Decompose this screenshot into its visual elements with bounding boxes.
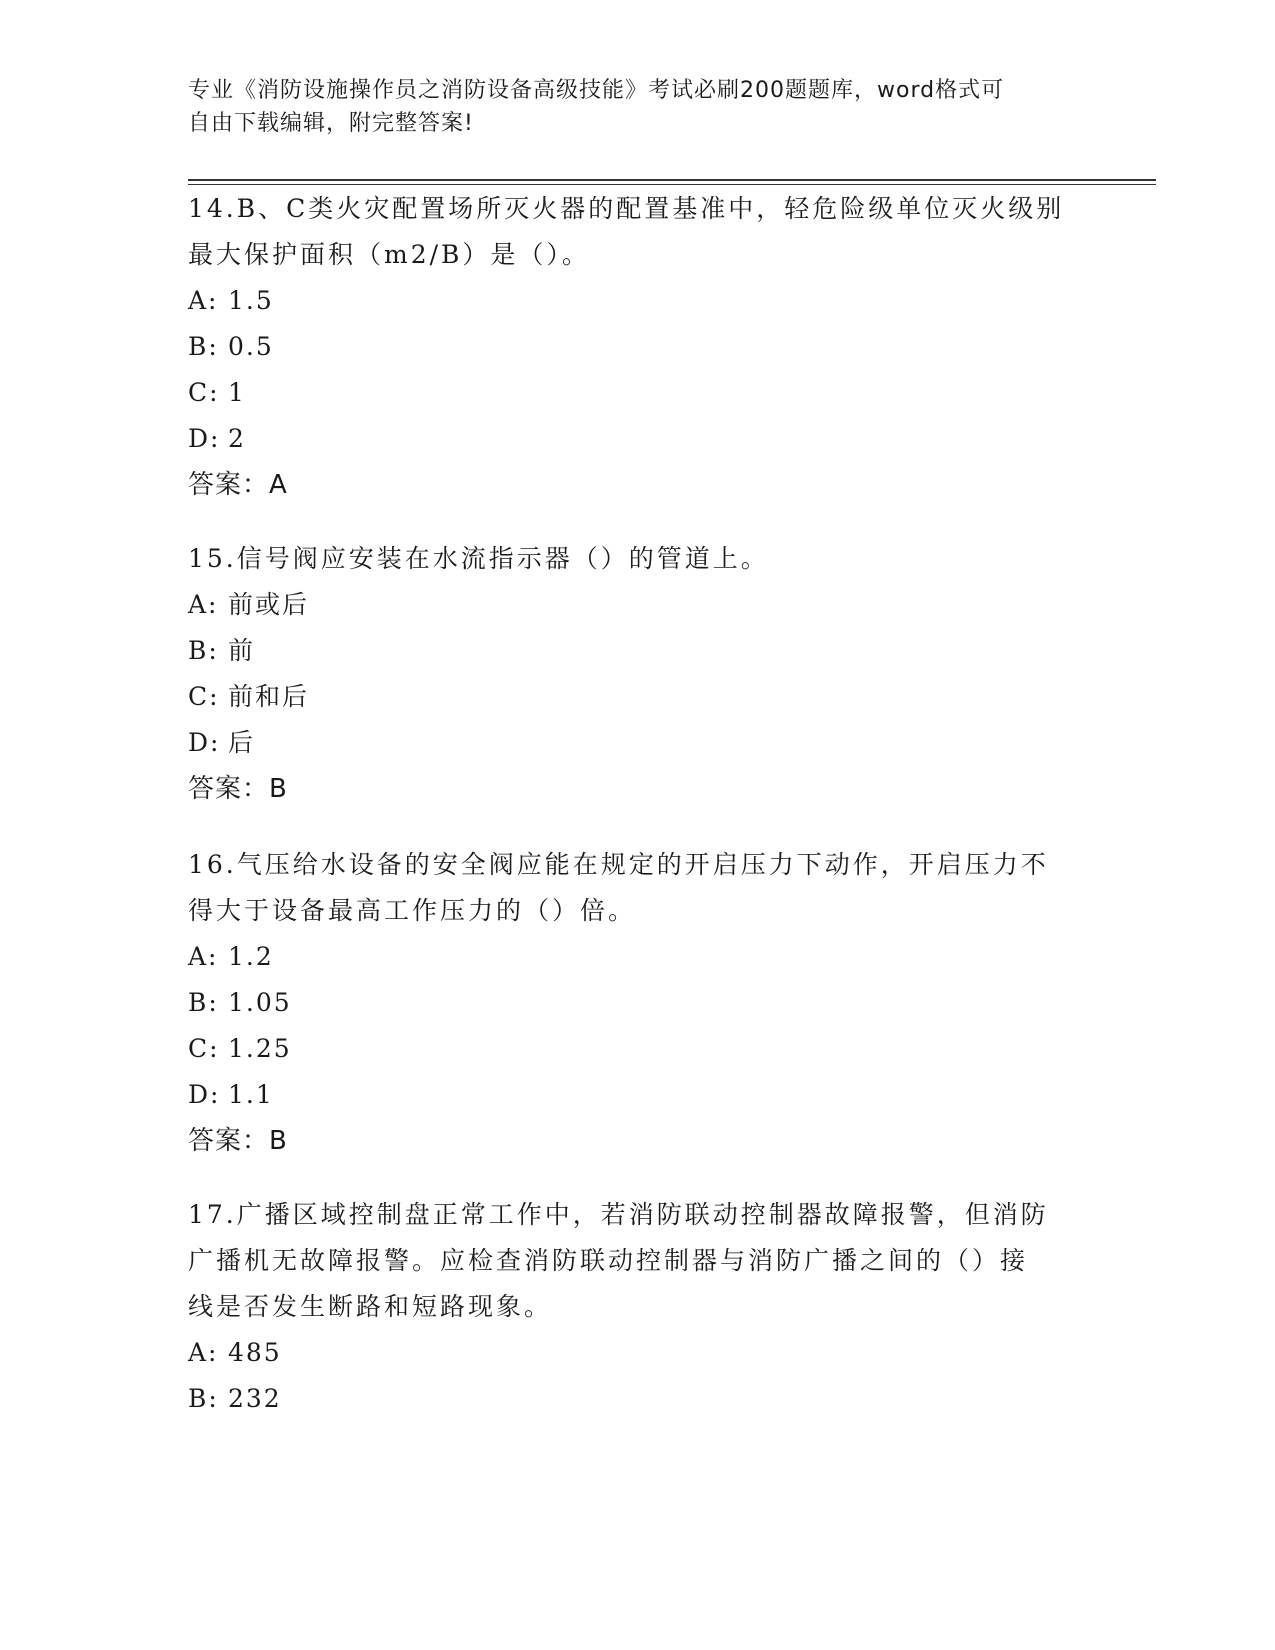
option-c: C: 1.25 [188,1034,292,1063]
option-b: B: 前 [188,636,256,665]
option-a: A: 485 [188,1338,282,1367]
option-a: A: 前或后 [188,590,310,619]
question-stem-line: 最大保护面积（m2/B）是（）。 [188,240,590,269]
option-b: B: 232 [188,1384,282,1413]
question-stem-line: 15.信号阀应安装在水流指示器（）的管道上。 [188,544,769,573]
question-stem-line: 17.广播区域控制盘正常工作中，若消防联动控制器故障报警，但消防 [188,1200,1049,1229]
document-header [188,74,1088,140]
header-divider-thin [188,184,1156,185]
header-divider [188,179,1156,181]
option-a: A: 1.2 [188,942,274,971]
question-14 [188,186,1088,508]
answer: 答案：B [188,1126,288,1156]
question-stem-line: 14.B、C类火灾配置场所灭火器的配置基准中，轻危险级单位灭火级别 [188,194,1065,223]
question-16 [188,842,1088,1164]
question-stem-line: 得大于设备最高工作压力的（）倍。 [188,896,637,925]
question-stem-line: 16.气压给水设备的安全阀应能在规定的开启压力下动作，开启压力不 [188,850,1049,879]
header-line-2: 自由下载编辑，附完整答案! [188,111,474,136]
question-stem-line: 广播机无故障报警。应检查消防联动控制器与消防广播之间的（）接 [188,1246,1029,1275]
option-d: D: 2 [188,424,246,453]
option-b: B: 0.5 [188,332,274,361]
option-c: C: 1 [188,378,246,407]
option-d: D: 1.1 [188,1080,274,1109]
answer: 答案：B [188,774,288,804]
question-stem-line: 线是否发生断路和短路现象。 [188,1292,553,1321]
question-17 [188,1192,1088,1422]
answer: 答案：A [188,470,288,500]
option-b: B: 1.05 [188,988,292,1017]
question-15 [188,536,1088,812]
option-d: D: 后 [188,728,256,757]
option-c: C: 前和后 [188,682,310,711]
option-a: A: 1.5 [188,286,274,315]
header-line-1: 专业《消防设施操作员之消防设备高级技能》考试必刷200题题库，word格式可 [188,78,1005,103]
